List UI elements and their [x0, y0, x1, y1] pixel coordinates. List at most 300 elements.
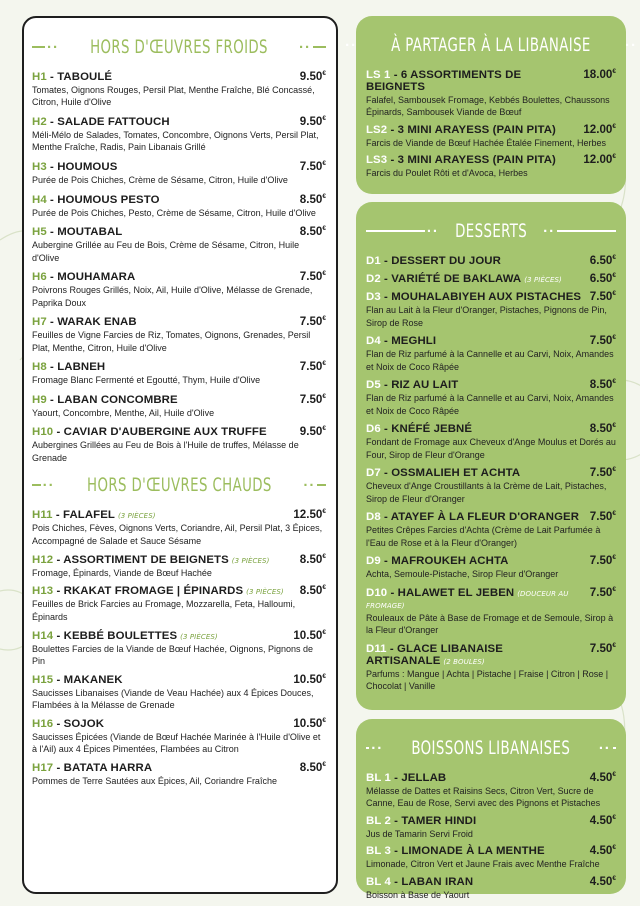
- menu-item-row: [32, 360, 326, 373]
- euro-symbol: €: [322, 70, 326, 77]
- menu-item-name: [366, 124, 556, 136]
- item-name: LIMONADE À LA MENTHE: [401, 845, 545, 858]
- item-name: WARAK ENAB: [57, 316, 137, 329]
- item-code: H6: [32, 271, 47, 284]
- menu-item-row: [366, 586, 616, 611]
- item-code: BL 2: [366, 814, 391, 827]
- menu-item-name: [32, 718, 104, 730]
- item-name: TABOULÉ: [57, 71, 113, 83]
- menu-item-row: [32, 393, 326, 406]
- item-code: H16: [32, 717, 54, 730]
- menu-item-name: [32, 194, 160, 206]
- menu-item-name: [32, 585, 284, 597]
- code-separator: -: [53, 629, 64, 642]
- section-froids: [32, 32, 326, 464]
- item-description: Jus de Tamarin Servi Froid: [366, 828, 473, 839]
- item-note: (3 PIÈCES): [117, 512, 156, 521]
- menu-item-name: [366, 815, 476, 827]
- item-description: Flan de Riz parfumé à la Cannelle et au Carvi, Noix, Amandes et Noix de Coco Râpée: [366, 393, 614, 416]
- menu-item-name: [366, 511, 579, 523]
- menu-item-row: [32, 225, 326, 238]
- item-code: D5: [366, 379, 381, 392]
- item-price: [300, 584, 326, 597]
- item-price: [590, 586, 616, 599]
- price-value: 7.50: [299, 360, 323, 374]
- menu-item-name: [32, 316, 137, 328]
- code-separator: -: [380, 423, 392, 436]
- title-dots: ··: [47, 38, 59, 56]
- menu-item-name: [366, 69, 583, 93]
- item-description: Pommes de Terre Sautées aux Épices, Ail, Coriandre Fraîche: [32, 776, 277, 787]
- item-price: [590, 642, 616, 655]
- section-title: [32, 32, 326, 62]
- menu-item: [32, 393, 326, 419]
- title-rule: [32, 484, 41, 486]
- menu-item-name: [366, 772, 446, 784]
- item-name: BATATA HARRA: [63, 762, 153, 775]
- price-value: 7.50: [299, 270, 323, 284]
- menu-item-row: [366, 510, 616, 523]
- item-price: [300, 761, 326, 774]
- item-code: H17: [32, 762, 54, 775]
- code-separator: -: [53, 426, 64, 439]
- item-price: [293, 717, 326, 730]
- menu-item: [366, 875, 616, 901]
- code-separator: -: [380, 467, 392, 480]
- menu-item: [366, 642, 616, 693]
- menu-item-name: [366, 555, 509, 567]
- item-price: [293, 629, 326, 642]
- item-description: Feuilles de Vigne Farcies de Riz, Tomates, Oignons, Grenades, Persil Plat, Menthe, Citron, Huile d'Olive: [32, 330, 311, 353]
- item-code: D1: [366, 255, 381, 267]
- menu-item: [32, 115, 326, 154]
- item-price: [300, 160, 326, 173]
- item-code: LS3: [366, 154, 388, 167]
- item-name: KEBBÉ BOULETTES: [63, 629, 178, 642]
- item-name: TAMER HINDI: [401, 814, 477, 827]
- section-partager: [345, 16, 637, 194]
- menu-item: [32, 70, 326, 109]
- menu-item: [366, 510, 616, 549]
- item-name: HOUMOUS: [57, 161, 118, 173]
- price-value: 4.50: [589, 874, 613, 888]
- item-name: CAVIAR D'AUBERGINE AUX TRUFFE: [63, 426, 267, 439]
- item-description: Cheveux d'Ange Croustillants à la Crème de Lait, Pistaches, Sirop de Fleur d'Oranger: [366, 481, 607, 504]
- item-description: Méli-Mélo de Salades, Tomates, Concombre, Oignons Verts, Persil Plat, Menthe Fraîche, Radis, Pain Libanais Grillé: [32, 130, 319, 153]
- menu-item-row: [366, 290, 616, 303]
- item-name: VARIÉTÉ DE BAKLAWA: [391, 273, 522, 286]
- item-name: ASSORTIMENT DE BEIGNETS: [63, 553, 229, 566]
- menu-item-row: [366, 153, 616, 166]
- section-title: [366, 733, 616, 763]
- item-code: H11: [32, 509, 53, 522]
- menu-item-name: [366, 423, 472, 435]
- menu-item-name: [32, 554, 269, 566]
- euro-symbol: €: [322, 270, 326, 278]
- code-separator: -: [53, 762, 64, 775]
- item-name: JELLAB: [401, 772, 447, 784]
- item-price: [300, 425, 326, 438]
- item-description: Mélasse de Dattes et Raisins Secs, Citron Vert, Sucre de Canne, Eau de Rose, Servi avec des Pignons et Pistaches: [366, 786, 601, 809]
- code-separator: -: [46, 316, 58, 329]
- item-description: Parfums : Mangue | Achta | Pistache | Fraise | Citron | Rose | Chocolat | Vanille: [366, 668, 609, 692]
- title-rule: [317, 484, 326, 486]
- item-code: D9: [366, 555, 381, 568]
- price-value: 7.50: [299, 315, 323, 329]
- menu-item: [32, 629, 326, 668]
- menu-item-row: [32, 315, 326, 328]
- item-description: Farcis de Viande de Bœuf Hachée Étalée Finement, Herbes: [366, 137, 606, 148]
- item-code: BL 3: [366, 845, 391, 858]
- euro-symbol: €: [612, 254, 616, 261]
- euro-symbol: €: [612, 874, 616, 882]
- menu-item: [366, 153, 616, 179]
- menu-item-name: [32, 630, 218, 642]
- item-code: D3: [366, 291, 381, 304]
- menu-item-name: [366, 643, 590, 667]
- menu-item: [366, 466, 616, 505]
- menu-item: [366, 554, 616, 580]
- code-separator: -: [380, 511, 391, 524]
- menu-item: [366, 844, 616, 870]
- menu-item: [32, 225, 326, 264]
- menu-item-row: [366, 466, 616, 479]
- menu-item-name: [32, 674, 123, 686]
- title-rule: [613, 747, 616, 749]
- euro-symbol: €: [612, 153, 616, 161]
- code-separator: -: [387, 154, 398, 167]
- menu-item-name: [32, 161, 117, 173]
- menu-item-row: [32, 115, 326, 128]
- code-separator: -: [380, 379, 392, 392]
- menu-item-row: [366, 378, 616, 391]
- code-separator: -: [53, 717, 64, 730]
- price-value: 12.00: [583, 153, 613, 167]
- euro-symbol: €: [322, 360, 326, 368]
- item-price: [590, 422, 616, 435]
- euro-symbol: €: [612, 422, 616, 430]
- section-heading: BOISSONS LIBANAISES: [411, 737, 571, 759]
- menu-item-name: [32, 426, 267, 438]
- menu-item-row: [32, 717, 326, 730]
- euro-symbol: €: [612, 334, 616, 342]
- menu-item-name: [366, 154, 556, 166]
- code-separator: -: [53, 673, 64, 686]
- code-separator: -: [390, 69, 401, 81]
- menu-item: [366, 68, 616, 119]
- item-price: [300, 70, 326, 83]
- section-desserts: [356, 202, 626, 710]
- menu-item: [32, 425, 326, 464]
- price-value: 9.50: [299, 115, 323, 128]
- menu-item-row: [366, 334, 616, 347]
- item-code: D7: [366, 467, 381, 480]
- menu-item-row: [366, 68, 616, 93]
- code-separator: -: [380, 255, 392, 267]
- price-value: 10.50: [293, 628, 323, 642]
- item-name: SALADE FATTOUCH: [57, 116, 170, 128]
- euro-symbol: €: [612, 272, 616, 280]
- item-name: 6 ASSORTIMENTS DE BEIGNETS: [366, 69, 522, 93]
- code-separator: -: [387, 123, 398, 136]
- menu-item: [32, 360, 326, 386]
- menu-item: [366, 334, 616, 373]
- menu-item: [366, 814, 616, 840]
- price-value: 7.50: [589, 554, 613, 568]
- item-description: Achta, Semoule-Pistache, Sirop Fleur d'Oranger: [366, 569, 559, 580]
- item-code: D8: [366, 511, 381, 524]
- euro-symbol: €: [322, 225, 326, 233]
- item-code: D2: [366, 273, 381, 286]
- item-code: H2: [32, 116, 47, 128]
- item-description: Pois Chiches, Fèves, Oignons Verts, Coriandre, Ail, Persil Plat, 3 Épices, Accompagné de Salade et Sauce Sésame: [32, 523, 323, 546]
- menu-item-row: [366, 123, 616, 136]
- menu-item-row: [32, 761, 326, 774]
- item-name: LABNEH: [57, 361, 106, 374]
- item-description: Saucisses Épicées (Viande de Bœuf Hachée Marinée à l'Huile d'Olive et à l'Ail) aux 4 Épices Pimentées, Flambées au Citron: [32, 731, 321, 755]
- euro-symbol: €: [612, 813, 616, 821]
- item-description: Feuilles de Brick Farcies au Fromage, Mozzarella, Feta, Halloumi, Épinards: [32, 599, 296, 622]
- item-name: MAFROUKEH ACHTA: [391, 555, 509, 568]
- item-code: D4: [366, 335, 381, 348]
- title-dots: ··: [299, 38, 311, 56]
- item-code: D10: [366, 586, 388, 599]
- code-separator: -: [380, 335, 392, 348]
- menu-item-row: [366, 642, 616, 667]
- item-code: LS2: [366, 123, 388, 136]
- item-note: (3 PIÈCES): [246, 588, 284, 597]
- menu-item-name: [366, 255, 501, 267]
- item-code: H15: [32, 673, 54, 686]
- menu-item-name: [32, 71, 112, 83]
- code-separator: -: [46, 161, 58, 173]
- euro-symbol: €: [322, 192, 326, 200]
- price-value: 7.50: [589, 290, 613, 304]
- item-code: H14: [32, 629, 54, 642]
- menu-item-name: [32, 226, 122, 238]
- euro-symbol: €: [612, 510, 616, 518]
- price-value: 18.00: [583, 68, 613, 81]
- left-menu-panel: [22, 16, 338, 894]
- menu-item-row: [366, 814, 616, 827]
- item-code: BL 1: [366, 772, 391, 784]
- item-price: [293, 673, 326, 686]
- item-description: Aubergine Grillée au Feu de Bois, Crème de Sésame, Citron, Huile d'Olive: [32, 240, 300, 263]
- menu-item-name: [32, 509, 156, 521]
- item-description: Limonade, Citron Vert et Jaune Frais avec Menthe Fraîche: [366, 859, 600, 870]
- code-separator: -: [390, 845, 402, 858]
- price-value: 9.50: [299, 70, 323, 83]
- menu-item-name: [32, 394, 178, 406]
- item-price: [590, 334, 616, 347]
- section-title: [345, 30, 637, 60]
- item-description: Boisson à Base de Yaourt: [366, 889, 470, 900]
- item-price: [300, 393, 326, 406]
- price-value: 10.50: [293, 672, 323, 686]
- item-name: HOUMOUS PESTO: [57, 193, 160, 206]
- title-dots: ··: [371, 739, 384, 757]
- item-code: H12: [32, 553, 54, 566]
- euro-symbol: €: [612, 122, 616, 130]
- item-name: SOJOK: [63, 717, 105, 730]
- item-code: H7: [32, 316, 47, 329]
- price-value: 8.50: [299, 584, 323, 598]
- item-code: D11: [366, 642, 387, 655]
- menu-item-row: [366, 554, 616, 567]
- code-separator: -: [380, 273, 392, 286]
- item-code: H10: [32, 426, 54, 439]
- item-name: MAKANEK: [63, 673, 123, 686]
- euro-symbol: €: [612, 585, 616, 593]
- code-separator: -: [387, 586, 398, 599]
- item-name: RKAKAT FROMAGE | ÉPINARDS: [63, 585, 244, 598]
- item-description: Fondant de Fromage aux Cheveux d'Ange Moulus et Dorés au Four, Sirop de Fleur d'Orange: [366, 437, 616, 460]
- price-value: 4.50: [589, 813, 613, 827]
- price-value: 6.50: [589, 272, 613, 286]
- price-value: 8.50: [589, 422, 613, 436]
- item-price: [300, 270, 326, 283]
- item-note: (DOUCEUR AU FROMAGE): [366, 589, 569, 610]
- price-value: 6.50: [589, 254, 613, 267]
- item-price: [590, 378, 616, 391]
- menu-item: [366, 272, 616, 285]
- price-value: 8.50: [589, 378, 613, 392]
- item-price: [300, 193, 326, 206]
- item-note: (3 PIÈCES): [524, 276, 562, 285]
- euro-symbol: €: [612, 466, 616, 474]
- price-value: 8.50: [299, 552, 323, 566]
- code-separator: -: [52, 509, 64, 522]
- item-price: [300, 115, 326, 128]
- price-value: 8.50: [299, 761, 323, 775]
- menu-item-row: [366, 844, 616, 857]
- euro-symbol: €: [612, 554, 616, 562]
- code-separator: -: [53, 585, 64, 598]
- item-price: [300, 553, 326, 566]
- menu-item: [32, 508, 326, 547]
- menu-item-name: [366, 273, 562, 285]
- item-price: [590, 875, 616, 888]
- menu-item: [366, 254, 616, 267]
- item-name: GLACE LIBANAISE ARTISANALE: [366, 642, 503, 667]
- section-boissons: [356, 719, 626, 900]
- section-heading: HORS D'ŒUVRES CHAUDS: [86, 474, 272, 497]
- euro-symbol: €: [612, 290, 616, 298]
- menu-item: [32, 553, 326, 579]
- euro-symbol: €: [322, 552, 326, 560]
- code-separator: -: [390, 814, 402, 827]
- item-description: Aubergines Grillées au Feu de Bois à l'Huile de truffes, Mélasse de Grenade: [32, 440, 299, 463]
- price-value: 7.50: [299, 160, 323, 173]
- menu-item-name: [366, 335, 436, 347]
- menu-item-row: [366, 422, 616, 435]
- item-code: LS 1: [366, 69, 391, 81]
- menu-item: [32, 761, 326, 787]
- item-name: DESSERT DU JOUR: [391, 255, 501, 267]
- menu-item-row: [366, 254, 616, 267]
- item-price: [300, 225, 326, 238]
- item-name: KNÉFÉ JEBNÉ: [391, 423, 473, 436]
- item-code: H8: [32, 361, 47, 374]
- menu-item-row: [32, 629, 326, 642]
- item-price: [583, 68, 616, 81]
- item-code: D6: [366, 423, 381, 436]
- section-heading: HORS D'ŒUVRES FROIDS: [90, 36, 268, 58]
- section-chauds: [32, 470, 326, 787]
- item-description: Boulettes Farcies de la Viande de Bœuf Hachée, Oignons, Pignons de Pin: [32, 643, 314, 666]
- euro-symbol: €: [612, 844, 616, 852]
- item-price: [590, 814, 616, 827]
- menu-item: [366, 123, 616, 149]
- euro-symbol: €: [612, 771, 616, 778]
- item-description: Petites Crêpes Farcies d'Achta (Crème de Lait Parfumée à l'Eau de Rose et à la Fleur d'Oranger): [366, 525, 601, 548]
- price-value: 12.00: [583, 122, 613, 136]
- item-name: OSSMALIEH ET ACHTA: [391, 467, 521, 480]
- euro-symbol: €: [322, 584, 326, 592]
- price-value: 7.50: [299, 392, 323, 406]
- item-note: (3 PIÈCES): [231, 556, 270, 565]
- item-price: [590, 771, 616, 784]
- price-value: 7.50: [589, 466, 613, 480]
- price-value: 8.50: [299, 225, 323, 239]
- item-price: [293, 508, 326, 521]
- code-separator: -: [46, 271, 58, 284]
- item-description: Flan au Lait à la Fleur d'Oranger, Pistaches, Pignons de Pin, Sirop de Rose: [366, 305, 607, 328]
- price-value: 7.50: [589, 585, 613, 599]
- item-price: [590, 254, 616, 267]
- item-note: (3 PIÈCES): [180, 632, 218, 641]
- item-description: Fromage Blanc Fermenté et Egoutté, Thym, Huile d'Olive: [32, 375, 261, 386]
- item-description: Saucisses Libanaises (Viande de Veau Hachée) aux 4 Épices Douces, Flambées à la Mélasse de Grenade: [32, 687, 314, 711]
- item-name: LABAN CONCOMBRE: [57, 393, 178, 406]
- item-code: H9: [32, 393, 47, 406]
- item-price: [583, 153, 616, 166]
- title-dots: ··: [426, 222, 439, 240]
- item-description: Farcis du Poulet Rôti et d'Avoca, Herbes: [366, 168, 528, 179]
- menu-item-row: [366, 875, 616, 888]
- code-separator: -: [46, 71, 58, 83]
- item-price: [590, 272, 616, 285]
- section-heading: DESSERTS: [455, 220, 527, 242]
- menu-item: [32, 717, 326, 756]
- menu-item-row: [32, 160, 326, 173]
- item-description: Falafel, Sambousek Fromage, Kebbés Boulettes, Chaussons Épinards, Sambousek Viande de Bœuf: [366, 95, 610, 118]
- menu-item: [32, 584, 326, 623]
- item-name: MEGHLI: [391, 335, 437, 348]
- menu-item-row: [32, 193, 326, 206]
- menu-item-name: [32, 361, 105, 373]
- code-separator: -: [46, 116, 58, 128]
- menu-item: [366, 771, 616, 810]
- title-rule: [366, 747, 369, 749]
- menu-item-row: [32, 270, 326, 283]
- euro-symbol: €: [322, 672, 326, 680]
- title-dots: ··: [345, 36, 358, 54]
- item-name: FALAFEL: [63, 509, 115, 522]
- menu-item-name: [366, 291, 581, 303]
- menu-item-row: [366, 272, 616, 285]
- euro-symbol: €: [612, 641, 616, 649]
- price-value: 7.50: [589, 641, 613, 655]
- title-dots: ··: [303, 476, 316, 494]
- menu-item-row: [366, 771, 616, 784]
- item-price: [590, 466, 616, 479]
- item-price: [590, 844, 616, 857]
- menu-item-name: [366, 467, 520, 479]
- price-value: 8.50: [299, 192, 323, 206]
- euro-symbol: €: [322, 716, 326, 724]
- item-price: [583, 123, 616, 136]
